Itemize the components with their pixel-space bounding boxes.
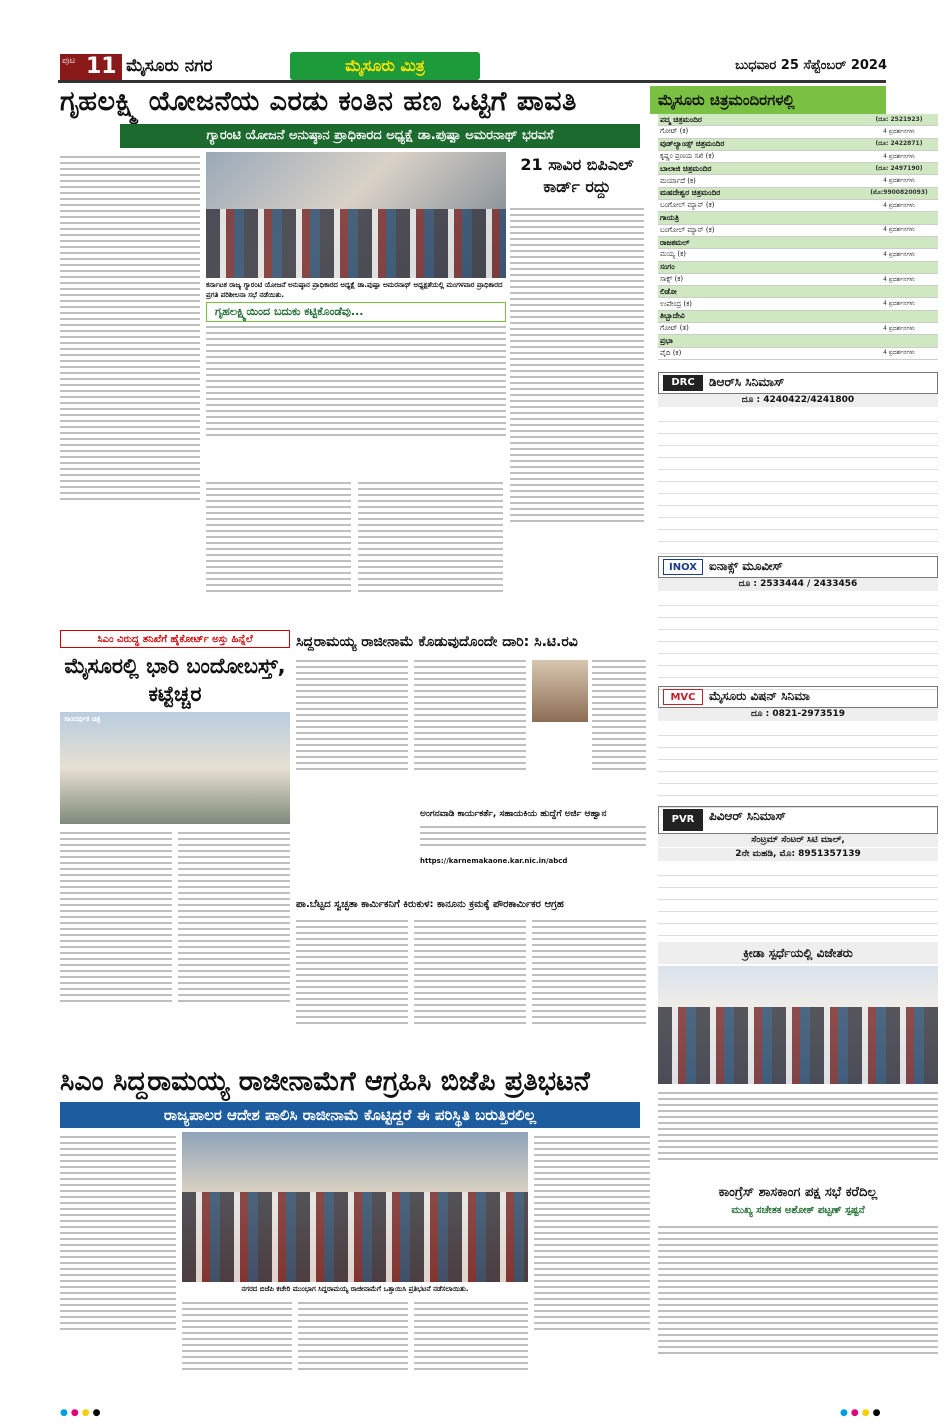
page-header [0, 0, 945, 82]
inset-body [206, 322, 506, 472]
ravi-headline: ಸಿದ್ದರಾಮಯ್ಯ ರಾಜೀನಾಮೆ ಕೊಡುವುದೊಂದೇ ದಾರಿ: ಸಿ.ಟಿ.ರವಿ [296, 634, 578, 650]
bpl-headline: 21 ಸಾವಿರ ಬಿಪಿಎಲ್ ಕಾರ್ಡ್ ರದ್ದು [520, 155, 634, 196]
bandobast-photo [60, 712, 290, 824]
cinema-row [658, 298, 938, 310]
cinema-row [658, 335, 938, 347]
ravi-body-col-2 [414, 656, 526, 806]
cinema-row [658, 200, 938, 212]
pvr-phone: 2ನೇ ಮಹಡಿ, ಮೊ: 8951357139 [658, 848, 938, 861]
anganwadi-body [420, 822, 646, 854]
protest-body-col-2 [182, 1298, 292, 1398]
lead-photo-caption: ಕರ್ನಾಟಕ ರಾಜ್ಯ ಗ್ಯಾರಂಟಿ ಯೋಜನೆ ಅನುಷ್ಠಾನ ಪ್ರಾಧಿಕಾರದ ಅಧ್ಯಕ್ಷೆ ಡಾ.ಪುಷ್ಪಾ ಅಮರನಾಥ್ ಅಧ್ಯಕ್ಷತೆಯಲ್ಲಿ ಮಂಗಳವಾರ ಪ್ರಾಧಿಕಾರದ ಪ್ರಗತಿ ಪರಿಶೀಲನಾ ಸಭೆ ನಡೆಯಿತು. [206, 281, 503, 299]
ravi-portrait [532, 660, 588, 722]
cinema-row-name: ರಾಜಕಮಲ್ [660, 237, 690, 247]
header-rule [58, 80, 886, 83]
cinema-row-name: ಕೃಷ್ಣಂ ಪ್ರಣಯ ಸಖಿ (ಕ) [660, 152, 715, 161]
bandobast-headline: ಮೈಸೂರಲ್ಲಿ ಭಾರಿ ಬಂದೋಬಸ್ತ್, ಕಟ್ಟೆಚ್ಚರ [64, 654, 286, 706]
sports-body [658, 1088, 938, 1182]
protest-headline: ಸಿಎಂ ಸಿದ್ದರಾಮಯ್ಯ ರಾಜೀನಾಮೆಗೆ ಆಗ್ರಹಿಸಿ ಬಿಜೆಪಿ ಪ್ರತಿಭಟನೆ [60, 1066, 590, 1097]
cinema-row-name: ಮಯ್ಯ (ಕ) [660, 250, 686, 259]
cinema-row [658, 139, 938, 151]
bandobast-photo-label: ಸಾಂದರ್ಭಿಕ ಚಿತ್ರ [64, 715, 101, 723]
page-number-box [60, 54, 122, 80]
print-registration-marks: ●●●● [60, 1408, 104, 1418]
cinema-row [658, 114, 938, 126]
drc-phone: ದೂ : 4240422/4241800 [658, 394, 938, 407]
protest-body-col-3 [298, 1298, 408, 1398]
cinema-row [658, 151, 938, 163]
cinema-row-name: ವೈದಿ (ಕ) [660, 348, 682, 357]
cinema-row-detail: (ದೂ: 2422871) [875, 140, 923, 148]
cleaning-body-col-3 [532, 916, 646, 1062]
bandobast-body-col-1 [60, 828, 172, 1060]
page-label: ಪುಟ [62, 56, 76, 66]
drc-name: ಡಿಆರ್‌ಸಿ ಸಿನಿಮಾಸ್ [709, 375, 785, 389]
page-number: 11 [86, 54, 117, 79]
masthead-logo: ಮೈಸೂರು ಮಿತ್ರ [290, 52, 480, 80]
cinema-row-detail: 4 ಪ್ರದರ್ಶನಗಳು [883, 226, 915, 234]
bpl-body [510, 204, 644, 629]
congress-headline: ಕಾಂಗ್ರೆಸ್ ಶಾಸಕಾಂಗ ಪಕ್ಷ ಸಭೆ ಕರೆದಿಲ್ಲ [718, 1185, 878, 1200]
inox-logo: INOX [663, 559, 703, 575]
mvc-name: ಮೈಸೂರು ವಿಷನ್ ಸಿನಿಮಾ [709, 689, 810, 703]
lead-body-col-3 [358, 478, 503, 628]
congress-subhead: ಮುಖ್ಯ ಸಚೇತಕ ಅಶೋಕ್ ಪಟ್ಟಣ್ ಸ್ಪಷ್ಟನೆ [731, 1205, 865, 1216]
ravi-body-col-3 [592, 656, 646, 806]
cinema-row [658, 225, 938, 237]
cinema-row-name: ಉಪೇಂದ್ರ (ಕ) [660, 299, 693, 308]
mvc-shows [658, 724, 938, 808]
bandobast-kicker: ಸಿಎಂ ವಿರುದ್ಧ ತನಿಖೆಗೆ ಹೈಕೋರ್ಟ್ ಅಸ್ತು ಹಿನ್ನೆಲೆ [60, 630, 290, 648]
cinema-row-name: ಗೋಟ್ (ತ) [660, 324, 689, 333]
cinema-row-detail: 4 ಪ್ರದರ್ಶನಗಳು [883, 275, 915, 283]
dateline: ಬುಧವಾರ 25 ಸೆಪ್ಟೆಂಬರ್ 2024 [735, 58, 887, 73]
cinema-row-detail: 4 ಪ್ರದರ್ಶನಗಳು [883, 324, 915, 332]
mvc-logo: MVC [663, 689, 703, 705]
cinema-row [658, 323, 938, 335]
anganwadi-url: https://karnemakaone.kar.nic.in/abcd [420, 857, 568, 865]
protest-photo [182, 1132, 528, 1282]
cinema-row-detail: 4 ಪ್ರದರ್ಶನಗಳು [883, 152, 915, 160]
ravi-body-col-1 [296, 656, 408, 806]
cinema-row-detail: 4 ಪ್ರದರ್ಶನಗಳು [883, 300, 915, 308]
cinema-row [658, 274, 938, 286]
congress-body [658, 1222, 938, 1398]
cinema-row [658, 348, 938, 360]
cinema-row-name: ತಿಬ್ಬಾದೇವಿ [660, 311, 685, 321]
cinema-row [658, 212, 938, 224]
protest-photo-caption: ನಗರದ ಬಿಜೆಪಿ ಕಚೇರಿ ಮುಂಭಾಗ ಸಿದ್ದರಾಮಯ್ಯ ರಾಜೀನಾಮೆಗೆ ಒತ್ತಾಯಿಸಿ ಪ್ರತಿಭಟನೆ ನಡೆಸಲಾಯಿತು. [241, 1285, 469, 1293]
cleaning-headline: ಪಾ.ಬೆಟ್ಟದ ಸ್ವಚ್ಛತಾ ಕಾರ್ಮಿಕನಿಗೆ ಕಿರುಕುಳ: ಕಾನೂನು ಕ್ರಮಕ್ಕೆ ಪೌರಕಾರ್ಮಿಕರ ಆಗ್ರಹ [296, 899, 564, 910]
lead-photo [206, 152, 506, 278]
mvc-phone: ದೂ : 0821-2973519 [658, 708, 938, 721]
cinema-row-detail: 4 ಪ್ರದರ್ಶನಗಳು [883, 127, 915, 135]
cinema-row-name: ಪದ್ಮ ಚಿತ್ರಮಂದಿರ [660, 114, 702, 124]
section-name: ಮೈಸೂರು ನಗರ [126, 56, 213, 76]
cinema-row-detail: (ಮೊ:9900820093) [870, 189, 928, 197]
cleaning-body-col-1 [296, 916, 408, 1062]
cinema-row [658, 286, 938, 298]
inox-header [658, 556, 938, 578]
lead-headline: ಗೃಹಲಕ್ಷ್ಮಿ ಯೋಜನೆಯ ಎರಡು ಕಂತಿನ ಹಣ ಒಟ್ಟಿಗೆ ಪಾವತಿ [60, 86, 577, 117]
cinema-row-name: ಗಾಯತ್ರಿ [660, 213, 680, 223]
lead-body-col-1 [60, 152, 200, 622]
cinema-row-name: ಮರ್ಯಾದೆ (ಕ) [660, 176, 696, 185]
pvr-logo: PVR [663, 809, 703, 831]
cinema-row-name: ಗೋಟ್ (ಕ) [660, 127, 689, 136]
protest-body-col-1 [60, 1132, 176, 1398]
protest-subhead: ರಾಜ್ಯಪಾಲರ ಆದೇಶ ಪಾಲಿಸಿ ರಾಜೀನಾಮೆ ಕೊಟ್ಟಿದ್ದರೆ ಈ ಪರಿಸ್ಥಿತಿ ಬರುತ್ತಿರಲಿಲ್ಲ [60, 1102, 640, 1128]
cinema-row [658, 163, 938, 175]
pvr-address: ಸೆಂಟ್ರಮ್ ಸೆಂಟರ್ ಸಿಟಿ ಮಾಲ್, [658, 834, 938, 847]
sports-headline: ಕ್ರೀಡಾ ಸ್ಪರ್ಧೆಯಲ್ಲಿ ವಿಜೇತರು [658, 942, 938, 964]
cinema-row-detail: 4 ಪ್ರದರ್ಶನಗಳು [883, 250, 915, 258]
cinema-row [658, 262, 938, 274]
cinema-row-name: ಬಂಗೋಲ್ ಮ್ಯಾನ್ (ಕ) [660, 201, 715, 210]
cinema-row-detail: 4 ಪ್ರದರ್ಶನಗಳು [883, 177, 915, 185]
cinema-row [658, 237, 938, 249]
inox-phone: ದೂ : 2533444 / 2433456 [658, 578, 938, 591]
cinema-row-detail: 4 ಪ್ರದರ್ಶನಗಳು [883, 349, 915, 357]
cinema-row-name: ಬಾಲಾಜಿ ಚಿತ್ರಮಂದಿರ [660, 163, 712, 173]
cinema-row-detail: (ದೂ: 2497190) [875, 164, 923, 172]
cinema-row [658, 126, 938, 138]
pvr-shows [658, 864, 938, 936]
inox-name: ಐನಾಕ್ಸ್ ಮೂವೀಸ್ [709, 559, 783, 573]
protest-body-col-5 [534, 1132, 650, 1398]
cinema-listing [658, 114, 938, 360]
protest-body-col-4 [414, 1298, 528, 1398]
mvc-header [658, 686, 938, 708]
cinema-row-name: ಲಿಡೋ [660, 286, 677, 296]
cinema-row-name: ಬಂಗೋಲ್ ಮ್ಯಾನ್ (ಕ) [660, 225, 715, 234]
drc-header [658, 372, 938, 394]
inox-shows [658, 594, 938, 690]
print-registration-marks-right: ●●●● [840, 1408, 884, 1418]
lead-subhead: ಗ್ಯಾರಂಟಿ ಯೋಜನೆ ಅನುಷ್ಠಾನ ಪ್ರಾಧಿಕಾರದ ಅಧ್ಯಕ್ಷೆ ಡಾ.ಪುಷ್ಪಾ ಅಮರನಾಥ್ ಭರವಸೆ [120, 124, 640, 148]
cinemas-title: ಮೈಸೂರು ಚಿತ್ರಮಂದಿರಗಳಲ್ಲಿ [650, 86, 886, 114]
pvr-header [658, 806, 938, 834]
inset-headline: ಗೃಹಲಕ್ಷ್ಮಿಯಿಂದ ಬದುಕು ಕಟ್ಟಿಕೊಂಡೆವು... [206, 302, 506, 322]
cinema-row-name: ಸಾಕ್ಸ್ (ಕ) [660, 275, 684, 283]
drc-logo: DRC [663, 375, 703, 391]
anganwadi-headline: ಅಂಗನವಾಡಿ ಕಾರ್ಯಕರ್ತೆ, ಸಹಾಯಕಿಯ ಹುದ್ದೆಗೆ ಅರ್ಜಿ ಆಹ್ವಾನ [420, 809, 607, 819]
cinema-row-detail: 4 ಪ್ರದರ್ಶನಗಳು [883, 201, 915, 209]
cinema-row-detail: (ದೂ: 2521923) [875, 115, 923, 123]
drc-shows [658, 410, 938, 554]
cinema-row-name: ಸಂಗಂ [660, 262, 675, 272]
cinema-row-name: ಪ್ರಭಾ [660, 335, 673, 345]
pvr-name: ಪಿವಿಆರ್ ಸಿನಿಮಾಸ್ [709, 809, 786, 823]
cleaning-body-col-2 [414, 916, 526, 1062]
cinema-row [658, 188, 938, 200]
bandobast-body-col-2 [178, 828, 290, 1060]
cinema-row [658, 249, 938, 261]
cinema-row [658, 311, 938, 323]
cinema-row-name: ವುಡ್‌ಲ್ಯಾಂಡ್ಸ್ ಚಿತ್ರಮಂದಿರ [660, 139, 725, 149]
cinema-row-name: ಮಹದೇಶ್ವರ ಚಿತ್ರಮಂದಿರ [660, 188, 721, 198]
lead-body-col-2 [206, 478, 351, 628]
cinema-row [658, 175, 938, 187]
